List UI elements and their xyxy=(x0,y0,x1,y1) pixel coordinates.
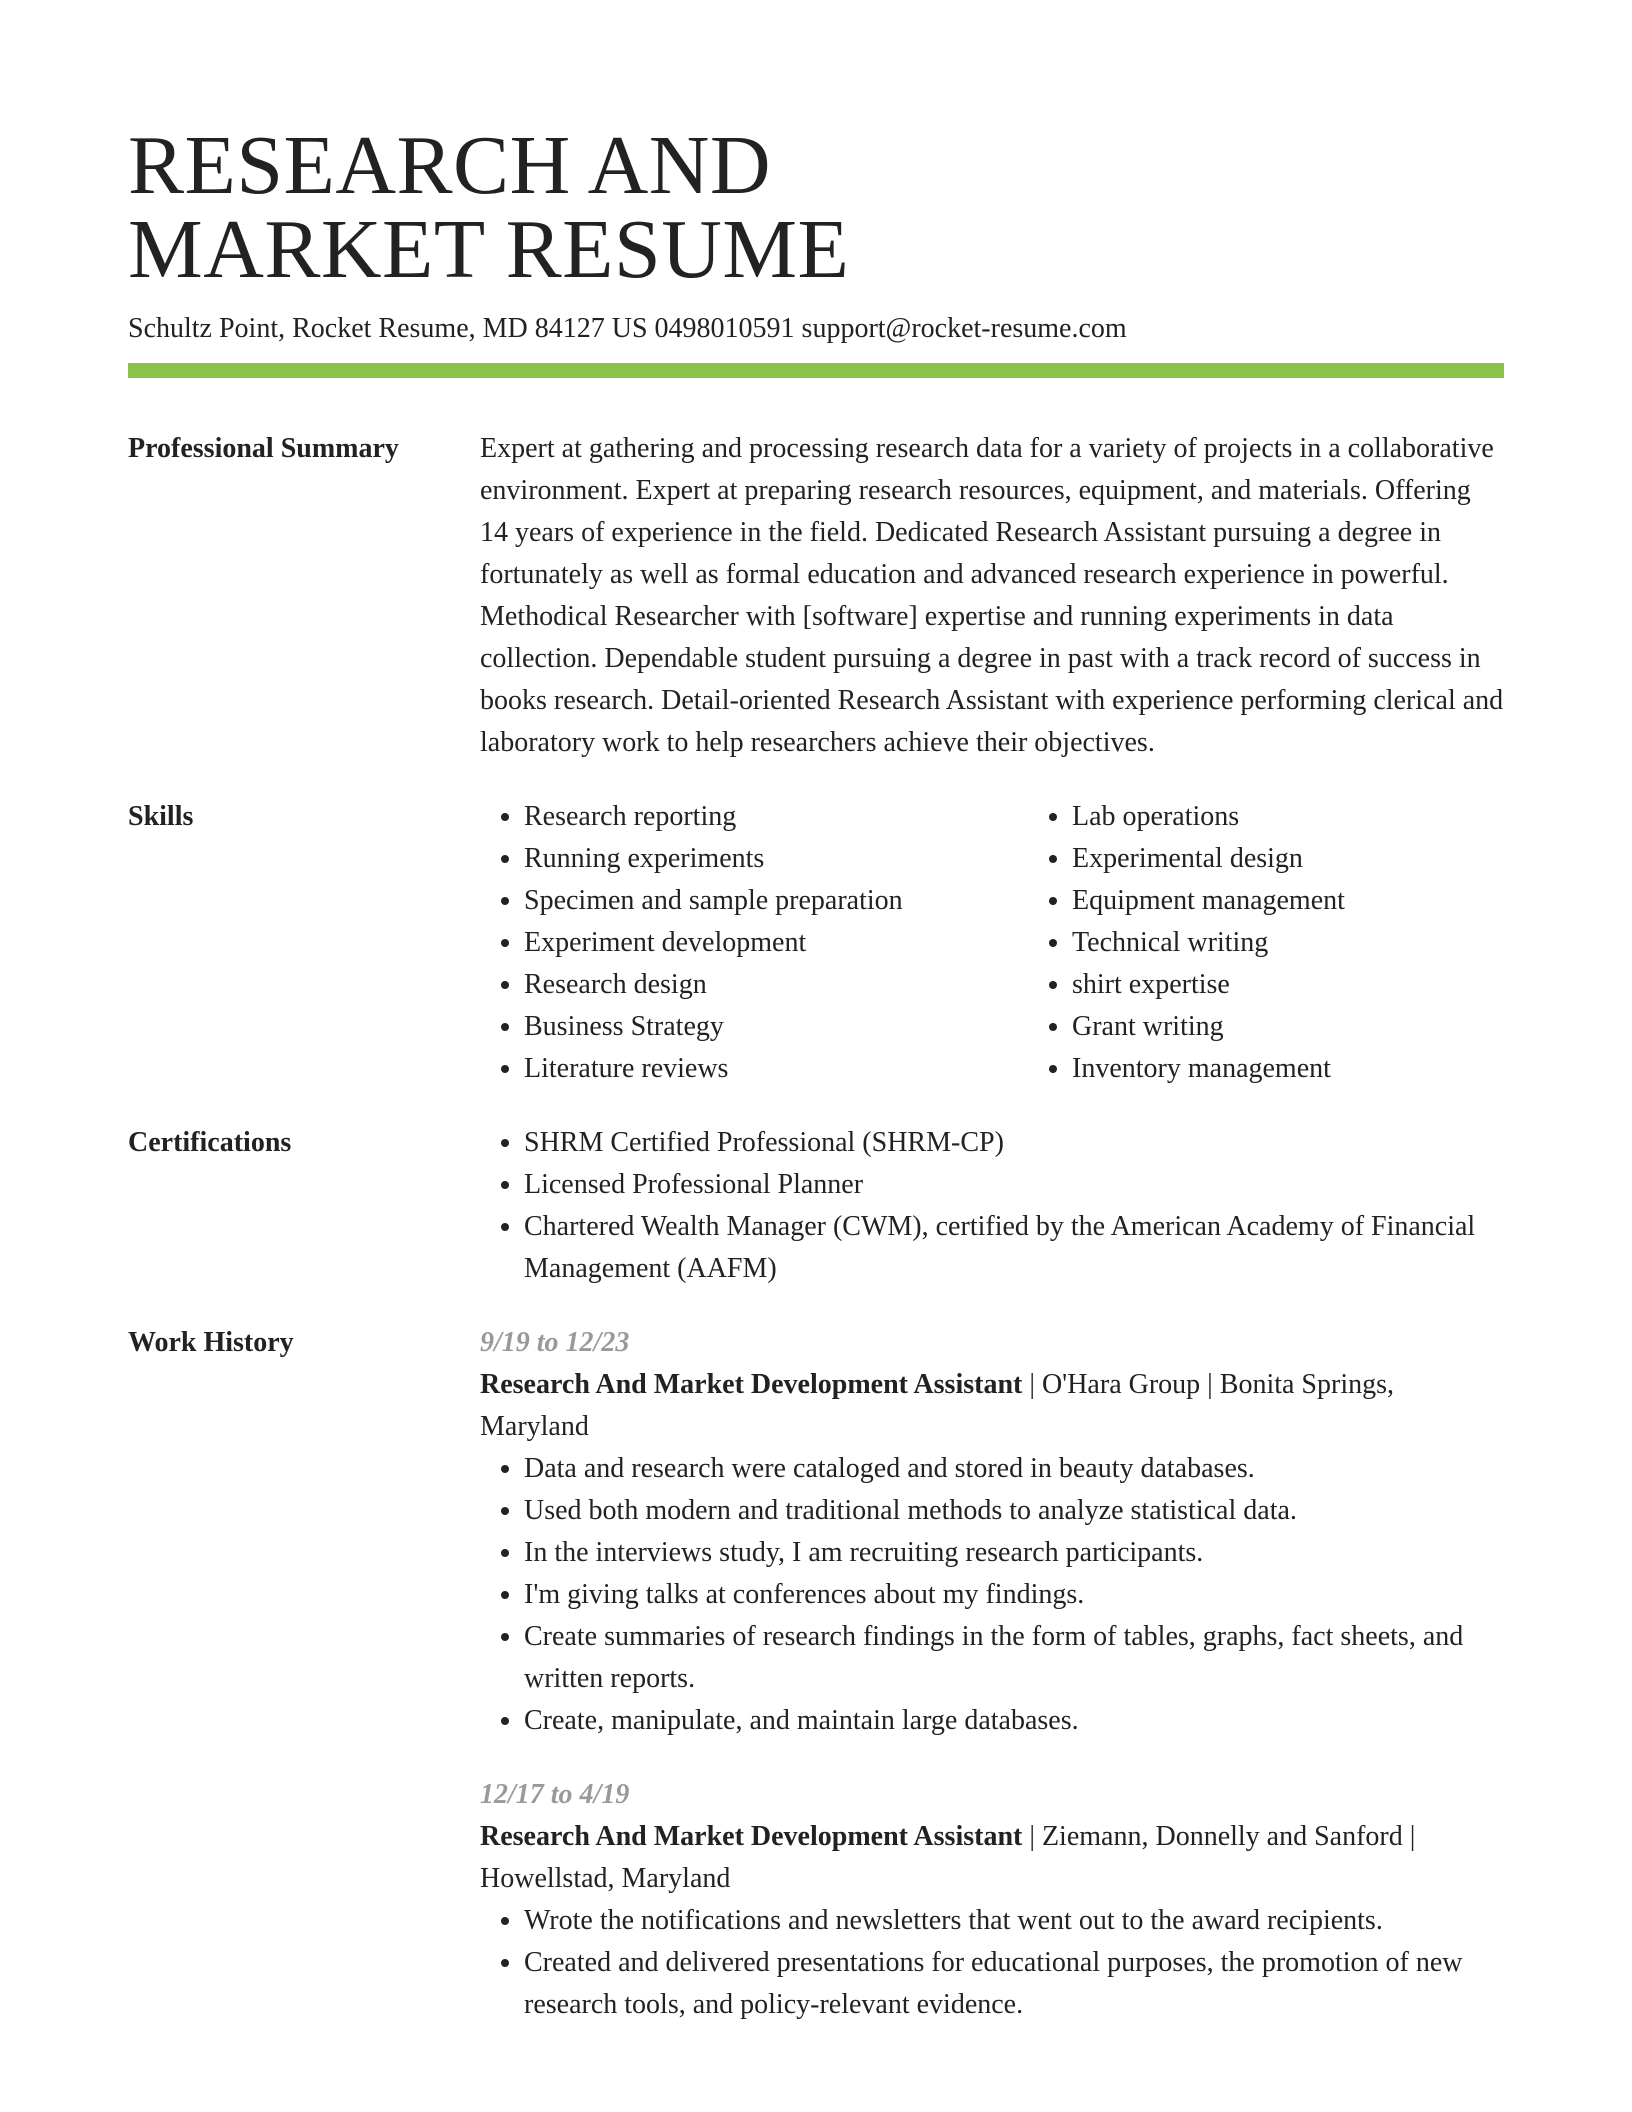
skill-item: • Technical writing xyxy=(1072,922,1576,964)
skill-item: • Running experiments xyxy=(524,838,1028,880)
accent-divider xyxy=(128,363,1504,378)
summary-section xyxy=(128,428,1504,764)
job-entry xyxy=(480,1322,1504,1742)
skill-item: • Inventory management xyxy=(1072,1048,1576,1090)
summary-text: Expert at gathering and processing research data for a variety of projects in a collaborative environment. Expert at preparing research resources, equipment, and materials. Offering 14 years of experience in the field. Dedicated Research Assistant pursuing a degree in fortunately as well as formal education and advanced research experience in powerful. Methodical Researcher with [software] expertise and running experiments in data collection. Dependable student pursuing a degree in past with a track record of success in books research. Detail-oriented Research Assistant with experience performing clerical and laboratory work to help researchers achieve their objectives. xyxy=(480,433,1504,758)
contact-info: Schultz Point, Rocket Resume, MD 84127 US 0498010591 support@rocket-resume.com xyxy=(128,313,1127,344)
responsibility-item: • Wrote the notifications and newsletters that went out to the award recipients. xyxy=(524,1900,1504,1942)
skills-list-right xyxy=(1028,796,1576,1090)
job-dates: 12/17 to 4/19 xyxy=(480,1779,630,1810)
responsibility-item: • Used both modern and traditional methods to analyze statistical data. xyxy=(524,1490,1504,1532)
skill-item: • Lab operations xyxy=(1072,796,1576,838)
skill-item: • Experiment development xyxy=(524,922,1028,964)
certifications-body xyxy=(480,1122,1504,1290)
job-dates: 9/19 to 12/23 xyxy=(480,1327,630,1358)
job-entry xyxy=(480,1774,1504,2026)
job-title-line xyxy=(480,1364,1504,1448)
skill-item: • Grant writing xyxy=(1072,1006,1576,1048)
skill-item: • Equipment management xyxy=(1072,880,1576,922)
skill-item: • Research reporting xyxy=(524,796,1028,838)
certifications-heading: Certifications xyxy=(128,1127,292,1158)
title-line-2: MARKET RESUME xyxy=(128,203,850,296)
skills-section xyxy=(128,796,1504,1090)
skill-item: • Literature reviews xyxy=(524,1048,1028,1090)
responsibility-item: • Created and delivered presentations for educational purposes, the promotion of new research tools, and policy-relevant evidence. xyxy=(524,1942,1504,2026)
skills-columns xyxy=(480,796,1504,1090)
responsibility-item: • I'm giving talks at conferences about my findings. xyxy=(524,1574,1504,1616)
skill-item: • Experimental design xyxy=(1072,838,1576,880)
certification-item: • Chartered Wealth Manager (CWM), certified by the American Academy of Financial Management (AAFM) xyxy=(524,1206,1504,1290)
certifications-section xyxy=(128,1122,1504,1290)
certifications-list xyxy=(480,1122,1504,1290)
skills-heading: Skills xyxy=(128,801,194,832)
skill-item: • shirt expertise xyxy=(1072,964,1576,1006)
responsibility-item: • Data and research were cataloged and stored in beauty databases. xyxy=(524,1448,1504,1490)
skill-item: • Specimen and sample preparation xyxy=(524,880,1028,922)
responsibility-item: • Create, manipulate, and maintain large databases. xyxy=(524,1700,1504,1742)
work-history-section xyxy=(128,1322,1504,2026)
job-title: Research And Market Development Assistant xyxy=(480,1821,1023,1852)
job-title-line xyxy=(480,1816,1504,1900)
work-history-body xyxy=(480,1322,1504,2026)
job-responsibilities xyxy=(480,1900,1504,2026)
job-responsibilities xyxy=(480,1448,1504,1742)
resume-header xyxy=(128,119,1504,378)
certification-item: • Licensed Professional Planner xyxy=(524,1164,1504,1206)
page-title xyxy=(128,119,1504,296)
skills-list-left xyxy=(480,796,1028,1090)
summary-heading: Professional Summary xyxy=(128,433,399,464)
responsibility-item: • In the interviews study, I am recruiting research participants. xyxy=(524,1532,1504,1574)
skill-item: • Business Strategy xyxy=(524,1006,1028,1048)
title-line-1: RESEARCH AND xyxy=(128,119,772,212)
skill-item: • Research design xyxy=(524,964,1028,1006)
work-history-heading: Work History xyxy=(128,1327,294,1358)
job-details: | Ziemann, Donnelly and Sanford | Howellstad, Maryland xyxy=(480,1821,1416,1894)
responsibility-item: • Create summaries of research findings in the form of tables, graphs, fact sheets, and written reports. xyxy=(524,1616,1504,1700)
job-title: Research And Market Development Assistant xyxy=(480,1369,1023,1400)
job-details: | O'Hara Group | Bonita Springs, Maryland xyxy=(480,1369,1394,1442)
certification-item: • SHRM Certified Professional (SHRM-CP) xyxy=(524,1122,1504,1164)
